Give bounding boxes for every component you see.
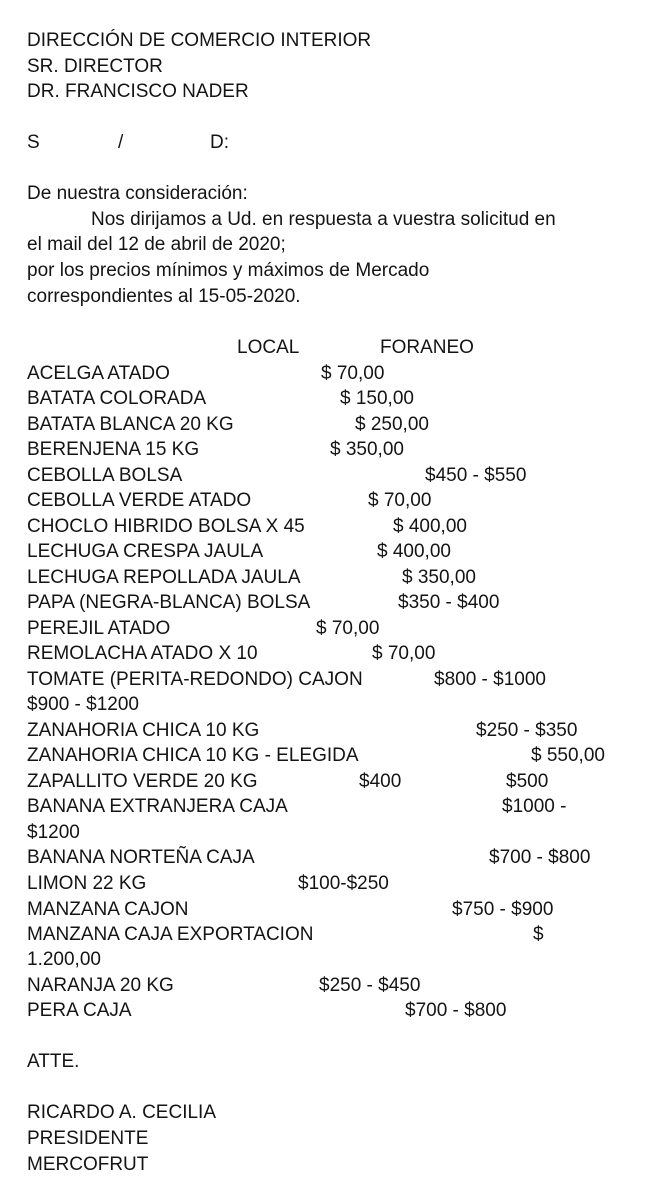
product-price-wrap: $1200 [27,822,80,843]
header-line-2: SR. DIRECTOR [27,56,163,77]
product-name: LECHUGA CRESPA JAULA [27,541,264,562]
product-price: $ [533,924,544,945]
product-price: $250 - $450 [319,975,421,996]
product-name: BERENJENA 15 KG [27,439,200,460]
product-name: ZAPALLITO VERDE 20 KG [27,771,258,792]
product-name: ACELGA ATADO [27,363,170,384]
product-name: MANZANA CAJON [27,899,189,920]
salutation-d: D: [210,132,229,153]
product-name: BATATA BLANCA 20 KG [27,414,234,435]
intro-line-1: De nuestra consideración: [27,183,248,204]
intro-line-5: correspondientes al 15-05-2020. [27,286,301,307]
product-price: $ 70,00 [316,618,380,639]
product-price: $250 - $350 [476,720,578,741]
product-name: ZANAHORIA CHICA 10 KG [27,720,260,741]
product-price: $ 70,00 [372,643,436,664]
product-name: PAPA (NEGRA-BLANCA) BOLSA [27,592,311,613]
product-name: BANANA EXTRANJERA CAJA [27,796,288,817]
product-price: $ 550,00 [531,745,605,766]
product-price: $1000 - [502,796,567,817]
intro-line-3: el mail del 12 de abril de 2020; [27,234,286,255]
product-price: $ 70,00 [321,363,385,384]
intro-line-2: Nos dirijamos a Ud. en respuesta a vuestra solicitud en [91,209,556,230]
product-name: NARANJA 20 KG [27,975,174,996]
product-price: $ 400,00 [377,541,451,562]
product-price-wrap: $900 - $1200 [27,694,139,715]
product-name: TOMATE (PERITA-REDONDO) CAJON [27,669,363,690]
product-price-wrap: 1.200,00 [27,949,101,970]
header-line-3: DR. FRANCISCO NADER [27,81,249,102]
product-price: $ 350,00 [330,439,404,460]
product-price: $350 - $400 [398,592,500,613]
product-name: CEBOLLA BOLSA [27,465,183,486]
column-header-local: LOCAL [237,337,300,358]
salutation-s: S [27,132,40,153]
product-price: $ 150,00 [340,388,414,409]
signatory-organization: MERCOFRUT [27,1154,149,1175]
salutation-slash: / [118,132,124,153]
product-name: PERA CAJA [27,1000,132,1021]
product-name: MANZANA CAJA EXPORTACION [27,924,314,945]
product-price: $ 350,00 [402,567,476,588]
product-name: CEBOLLA VERDE ATADO [27,490,252,511]
product-price: $ 70,00 [368,490,432,511]
header-line-1: DIRECCIÓN DE COMERCIO INTERIOR [27,30,372,51]
product-price: $700 - $800 [489,847,591,868]
product-price-secondary: $500 [506,771,549,792]
closing-atte: ATTE. [27,1051,80,1072]
product-price: $750 - $900 [452,899,554,920]
product-name: ZANAHORIA CHICA 10 KG - ELEGIDA [27,745,359,766]
intro-line-4: por los precios mínimos y máximos de Mercado [27,260,430,281]
product-name: LECHUGA REPOLLADA JAULA [27,567,301,588]
product-price: $400 [359,771,402,792]
signatory-name: RICARDO A. CECILIA [27,1102,216,1123]
signatory-title: PRESIDENTE [27,1128,149,1149]
product-name: PEREJIL ATADO [27,618,171,639]
product-name: REMOLACHA ATADO X 10 [27,643,258,664]
product-price: $450 - $550 [425,465,527,486]
product-price: $ 250,00 [355,414,429,435]
product-name: LIMON 22 KG [27,873,147,894]
product-price: $ 400,00 [393,516,467,537]
product-price: $100-$250 [298,873,389,894]
product-price: $800 - $1000 [434,669,546,690]
product-name: BATATA COLORADA [27,388,207,409]
product-price: $700 - $800 [405,1000,507,1021]
product-name: BANANA NORTEÑA CAJA [27,847,255,868]
product-name: CHOCLO HIBRIDO BOLSA X 45 [27,516,305,537]
column-header-foraneo: FORANEO [380,337,474,358]
